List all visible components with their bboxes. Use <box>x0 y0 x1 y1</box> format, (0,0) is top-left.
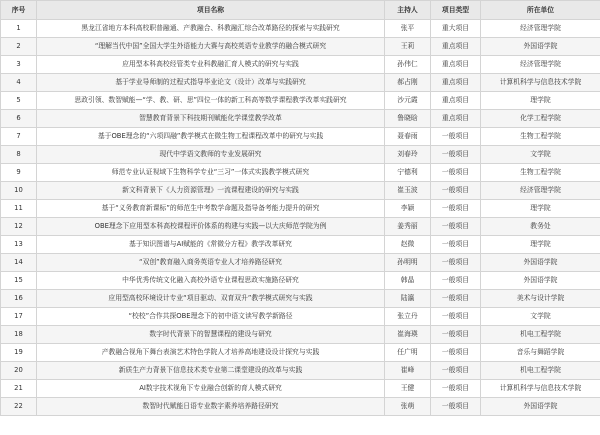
project-name-cell: OBE理念下应用型本科高校课程评价体系的构建与实践—以大庆师范学院为例 <box>37 218 385 236</box>
unit-cell: 教务处 <box>481 218 600 236</box>
serial-number-cell: 3 <box>1 56 37 74</box>
host-cell: 崔峰 <box>385 362 431 380</box>
host-cell: 郝占刚 <box>385 74 431 92</box>
serial-number-cell: 17 <box>1 308 37 326</box>
serial-number-cell: 18 <box>1 326 37 344</box>
host-cell: 王莉 <box>385 38 431 56</box>
serial-number-cell: 2 <box>1 38 37 56</box>
host-cell: 崔玉波 <box>385 182 431 200</box>
project-type-cell: 重大项目 <box>431 20 481 38</box>
project-type-cell: 一般项目 <box>431 218 481 236</box>
host-cell: 姜秀丽 <box>385 218 431 236</box>
table-header-row <box>1 1 600 20</box>
table-row <box>1 38 600 56</box>
unit-cell: 理学院 <box>481 200 600 218</box>
host-cell: 刘春玲 <box>385 146 431 164</box>
header-host: 主持人 <box>385 1 431 20</box>
project-type-cell: 重点项目 <box>431 38 481 56</box>
project-name-cell: 基于知识图谱与AI赋能的《常微分方程》教学改革研究 <box>37 236 385 254</box>
project-type-cell: 一般项目 <box>431 290 481 308</box>
project-type-cell: 一般项目 <box>431 254 481 272</box>
project-name-cell: 新质生产力背景下信息技术类专业第二课堂建设的改革与实践 <box>37 362 385 380</box>
table-body <box>1 20 600 416</box>
unit-cell: 生物工程学院 <box>481 164 600 182</box>
project-type-cell: 一般项目 <box>431 128 481 146</box>
serial-number-cell: 9 <box>1 164 37 182</box>
host-cell: 崔海瑛 <box>385 326 431 344</box>
project-type-cell: 一般项目 <box>431 236 481 254</box>
serial-number-cell: 1 <box>1 20 37 38</box>
table-row <box>1 128 600 146</box>
host-cell: 孙伟仁 <box>385 56 431 74</box>
serial-number-cell: 5 <box>1 92 37 110</box>
host-cell: 王健 <box>385 380 431 398</box>
project-type-cell: 一般项目 <box>431 326 481 344</box>
host-cell: 陆瀛 <box>385 290 431 308</box>
host-cell: 任广明 <box>385 344 431 362</box>
unit-cell: 文学院 <box>481 308 600 326</box>
unit-cell: 理学院 <box>481 236 600 254</box>
project-name-cell: 应用型高校环境设计专业“项目驱动、双育双升”教学模式研究与实践 <box>37 290 385 308</box>
unit-cell: 经济管理学院 <box>481 20 600 38</box>
table-row <box>1 380 600 398</box>
host-cell: 张立丹 <box>385 308 431 326</box>
project-type-cell: 一般项目 <box>431 182 481 200</box>
header-unit: 所在单位 <box>481 1 600 20</box>
unit-cell: 经济管理学院 <box>481 56 600 74</box>
serial-number-cell: 15 <box>1 272 37 290</box>
table-row <box>1 236 600 254</box>
unit-cell: 外国语学院 <box>481 398 600 416</box>
table-row <box>1 218 600 236</box>
project-name-cell: 产教融合视角下舞台表演艺术特色学院人才培养高地建设设计探究与实践 <box>37 344 385 362</box>
host-cell: 宁德利 <box>385 164 431 182</box>
serial-number-cell: 7 <box>1 128 37 146</box>
unit-cell: 美术与设计学院 <box>481 290 600 308</box>
project-name-cell: 新文科背景下《人力资源管理》一流课程建设的研究与实践 <box>37 182 385 200</box>
host-cell: 张萌 <box>385 398 431 416</box>
table-row <box>1 74 600 92</box>
host-cell: 聂春雨 <box>385 128 431 146</box>
serial-number-cell: 4 <box>1 74 37 92</box>
project-type-cell: 一般项目 <box>431 308 481 326</box>
table-row <box>1 56 600 74</box>
project-name-cell: 基于“义务教育新课标”的师范生中考数学命题及指导备考能力提升的研究 <box>37 200 385 218</box>
unit-cell: 生物工程学院 <box>481 128 600 146</box>
header-project-type: 项目类型 <box>431 1 481 20</box>
project-name-cell: “校校”合作共探OBE理念下的初中语文读写教学新路径 <box>37 308 385 326</box>
serial-number-cell: 21 <box>1 380 37 398</box>
project-name-cell: 中华优秀传统文化融入高校外语专业课程思政实施路径研究 <box>37 272 385 290</box>
host-cell: 李颖 <box>385 200 431 218</box>
table-row <box>1 146 600 164</box>
table-row <box>1 92 600 110</box>
unit-cell: 理学院 <box>481 92 600 110</box>
project-name-cell: 数智时代赋能日语专业数字素养培养路径研究 <box>37 398 385 416</box>
serial-number-cell: 12 <box>1 218 37 236</box>
serial-number-cell: 16 <box>1 290 37 308</box>
host-cell: 沙元霞 <box>385 92 431 110</box>
table-row <box>1 164 600 182</box>
project-type-cell: 一般项目 <box>431 344 481 362</box>
project-type-cell: 重点项目 <box>431 110 481 128</box>
project-name-cell: 应用型本科高校经管类专业科教融汇育人模式的研究与实践 <box>37 56 385 74</box>
table-row <box>1 272 600 290</box>
unit-cell: 机电工程学院 <box>481 362 600 380</box>
table-row <box>1 254 600 272</box>
host-cell: 鲁晓晗 <box>385 110 431 128</box>
header-serial-number: 序号 <box>1 1 37 20</box>
project-name-cell: “理解当代中国”全国大学生外语能力大赛与高校英语专业教学的融合模式研究 <box>37 38 385 56</box>
unit-cell: 外国语学院 <box>481 272 600 290</box>
serial-number-cell: 11 <box>1 200 37 218</box>
table-row <box>1 326 600 344</box>
project-type-cell: 重点项目 <box>431 92 481 110</box>
serial-number-cell: 22 <box>1 398 37 416</box>
unit-cell: 外国语学院 <box>481 38 600 56</box>
table-row <box>1 398 600 416</box>
project-type-cell: 一般项目 <box>431 164 481 182</box>
table-row <box>1 20 600 38</box>
unit-cell: 外国语学院 <box>481 254 600 272</box>
serial-number-cell: 13 <box>1 236 37 254</box>
project-type-cell: 一般项目 <box>431 146 481 164</box>
project-name-cell: 黑龙江省地方本科高校职普融通、产教融合、科教融汇综合改革路径的探索与实践研究 <box>37 20 385 38</box>
project-type-cell: 一般项目 <box>431 398 481 416</box>
serial-number-cell: 8 <box>1 146 37 164</box>
unit-cell: 计算机科学与信息技术学院 <box>481 380 600 398</box>
project-name-cell: “双创”教育融入商务英语专业人才培养路径研究 <box>37 254 385 272</box>
project-name-cell: 现代中学语文教师的专业发展研究 <box>37 146 385 164</box>
project-name-cell: 师范专业认证视域下生物科学专业“三习”一体式实践教学模式研究 <box>37 164 385 182</box>
host-cell: 孙明明 <box>385 254 431 272</box>
project-type-cell: 重点项目 <box>431 74 481 92</box>
host-cell: 赵微 <box>385 236 431 254</box>
serial-number-cell: 6 <box>1 110 37 128</box>
project-name-cell: 思政引领、数智赋能—“学、教、研、思”四位一体的新工科高等数学课程教学改革实践研究 <box>37 92 385 110</box>
host-cell: 韩晶 <box>385 272 431 290</box>
table-row <box>1 290 600 308</box>
table-row <box>1 110 600 128</box>
table-row <box>1 200 600 218</box>
project-type-cell: 一般项目 <box>431 200 481 218</box>
unit-cell: 经济管理学院 <box>481 182 600 200</box>
table-row <box>1 362 600 380</box>
serial-number-cell: 14 <box>1 254 37 272</box>
project-name-cell: 基于OBE理念的“六项四融”教学模式在微生物工程课程改革中的研究与实践 <box>37 128 385 146</box>
table-row <box>1 344 600 362</box>
unit-cell: 音乐与舞蹈学院 <box>481 344 600 362</box>
project-type-cell: 重点项目 <box>431 56 481 74</box>
serial-number-cell: 19 <box>1 344 37 362</box>
project-type-cell: 一般项目 <box>431 380 481 398</box>
table-row <box>1 308 600 326</box>
project-name-cell: AI数字技术视角下专业融合创新的育人模式研究 <box>37 380 385 398</box>
project-name-cell: 数字时代背景下的智慧课程的建设与研究 <box>37 326 385 344</box>
project-name-cell: 智慧教育背景下科技期刊赋能化学课堂教学改革 <box>37 110 385 128</box>
unit-cell: 化学工程学院 <box>481 110 600 128</box>
unit-cell: 计算机科学与信息技术学院 <box>481 74 600 92</box>
project-name-cell: 基于学业导师制的过程式指导毕业论文（设计）改革与实践研究 <box>37 74 385 92</box>
serial-number-cell: 10 <box>1 182 37 200</box>
serial-number-cell: 20 <box>1 362 37 380</box>
table-row <box>1 182 600 200</box>
project-type-cell: 一般项目 <box>431 272 481 290</box>
unit-cell: 机电工程学院 <box>481 326 600 344</box>
unit-cell: 文学院 <box>481 146 600 164</box>
header-project-name: 项目名称 <box>37 1 385 20</box>
host-cell: 张平 <box>385 20 431 38</box>
project-type-cell: 一般项目 <box>431 362 481 380</box>
